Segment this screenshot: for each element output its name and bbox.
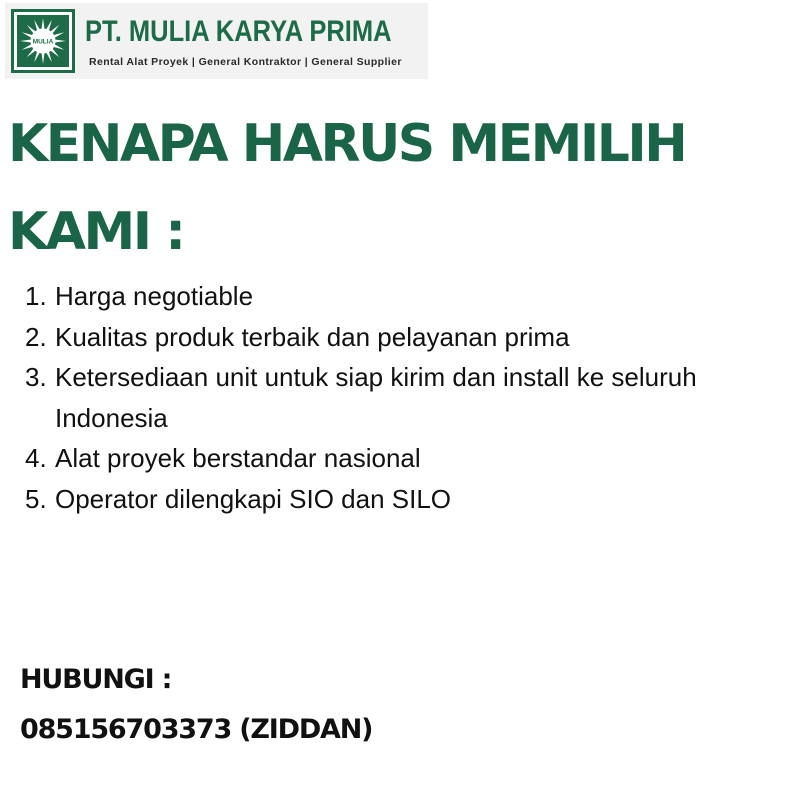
list-item-text: Ketersediaan unit untuk siap kirim dan install ke seluruh Indonesia	[55, 362, 697, 433]
list-item-number: 5.	[25, 483, 47, 514]
list-item	[25, 276, 725, 317]
contact-phone: 085156703373 (ZIDDAN)	[20, 714, 373, 745]
company-tagline: Rental Alat Proyek | General Kontraktor | General Supplier	[89, 56, 402, 68]
list-item	[25, 357, 725, 438]
headline	[8, 100, 708, 276]
list-item-number: 4.	[25, 443, 47, 473]
list-item-text: Operator dilengkapi SIO dan SILO	[55, 483, 452, 514]
brand-header	[5, 3, 428, 79]
headline-line-2: KAMI :	[8, 202, 184, 262]
company-name: PT. MULIA KARYA PRIMA	[85, 15, 392, 48]
list-item-number: 3.	[25, 362, 47, 392]
list-item	[25, 479, 725, 520]
contact-label: HUBUNGI :	[20, 664, 172, 695]
list-item-text: Harga negotiable	[55, 281, 254, 311]
sunburst-emblem-icon	[11, 9, 75, 73]
list-item-number: 1.	[25, 281, 47, 311]
list-item-number: 2.	[25, 321, 47, 352]
headline-line-1: KENAPA HARUS MEMILIH	[8, 114, 686, 174]
logo-text: MULIA	[32, 38, 54, 46]
list-item	[25, 317, 725, 358]
list-item-text: Kualitas produk terbaik dan pelayanan prima	[55, 321, 570, 352]
reasons-list	[25, 276, 725, 519]
list-item-text: Alat proyek berstandar nasional	[55, 443, 421, 473]
list-item	[25, 438, 725, 479]
